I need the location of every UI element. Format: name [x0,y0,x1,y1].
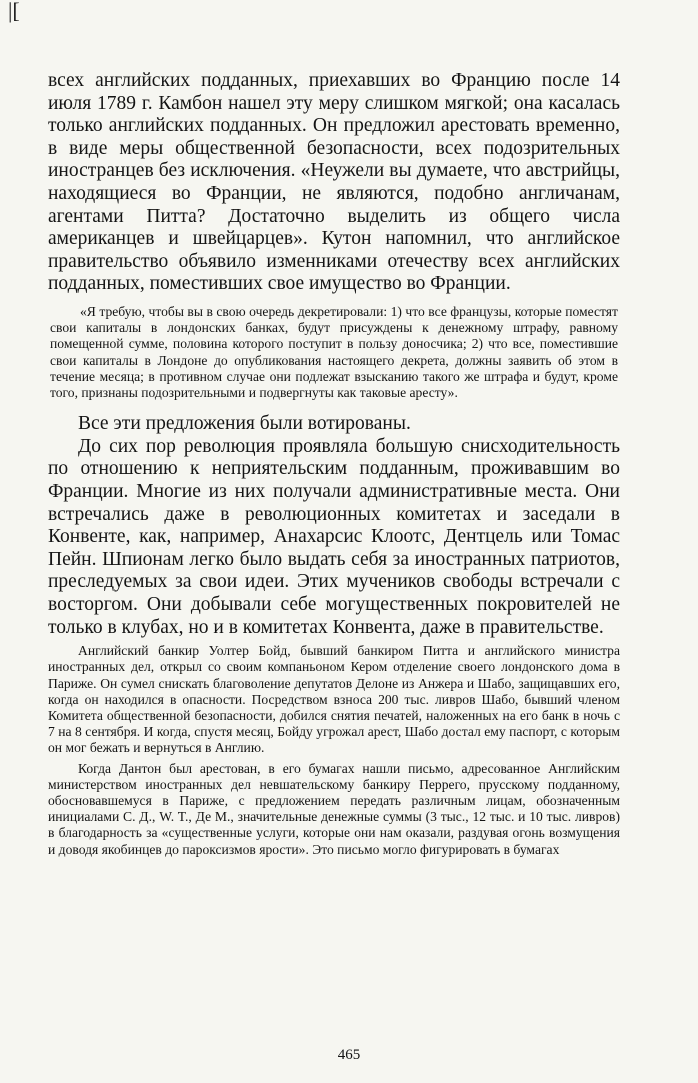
paragraph-danton: Когда Дантон был арестован, в его бумагах нашли письмо, адресованное Английским министерством иностранных дел невшательскому банкиру Перрего, прусскому подданному, обосновавшемуся в Париже, с предложением передать различным лицам, обозначенным инициалами С. Д., W. T., Де М., значительные денежные суммы (3 тыс., 12 тыс. и 10 тыс. ливров) в благодарность за «существенные услуги, которые они нам оказали, раздувая огонь возмущения и доводя якобинцев до пароксизмов ярости». Это письмо могло фигурировать в бумагах [48,760,620,857]
paragraph-1: всех английских подданных, приехавших во Францию после 14 июля 1789 г. Камбон нашел эту меру слишком мягкой; она касалась только английских подданных. Он предложил арестовать временно, в виде меры общественной безопасности, всех подозрительных иностранцев без исключения. «Неужели вы думаете, что австрийцы, находящиеся во Франции, не являются, подобно англичанам, агентами Питта? Достаточно выделить из общего числа американцев и швейцарцев». Кутон напомнил, что английское правительство объявило изменниками отечеству всех английских подданных, поместивших свое имущество во Франции. [48,70,620,295]
paragraph-revolution: До сих пор революция проявляла большую снисходительность по отношению к неприятельским подданным, проживавшим во Франции. Многие из них получали административные места. Они встречались даже в революционных комитетах и заседали в Конвенте, как, например, Анахарсис Клоотс, Дентцель или Томас Пейн. Шпионам легко было выдать себя за иностранных патриотов, преследуемых за свои идеи. Этих мучеников свободы встречали с восторгом. Они добывали себе могущественных покровителей не только в клубах, но и в комитетах Конвента, даже в правительстве. [48,435,620,638]
page-number: 465 [337,1047,361,1063]
paragraph-boyd: Английский банкир Уолтер Бойд, бывший банкиром Питта и английского министра иностранных дел, открыл со своим компаньоном Кером отделение своего лондонского дома в Париже. Он сумел снискать благоволение депутатов Делоне из Анжера и Шабо, защищавших его, когда он находился в опасности. Посредством взноса 200 тыс. ливров Шабо, бывший членом Комитета общественной безопасности, добился снятия печатей, наложенных на его банк в ночь с 7 на 8 сентября. И когда, спустя месяц, Бойду угрожал арест, Шабо достал ему паспорт, с которым он мог бежать и вернуться в Англию. [48,643,620,756]
quoted-decree: «Я требую, чтобы вы в свою очередь декретировали: 1) что все французы, которые поместят свои капиталы в лондонских банках, будут присуждены к денежному штрафу, равному помещенной сумме, половина которого поступит в пользу доносчика; 2) что все, поместившие свои капиталы в Лондоне до опубликования настоящего декрета, должны заявить об этом в течение месяца; в противном случае они подлежат взысканию такого же штрафа и будут, кроме того, признаны подозрительными и подвергнуты как таковые аресту». [50,303,618,400]
book-page [48,70,620,858]
paragraph-votes: Все эти предложения были вотированы. [78,413,411,435]
scan-corner-mark: |[ [8,0,20,23]
